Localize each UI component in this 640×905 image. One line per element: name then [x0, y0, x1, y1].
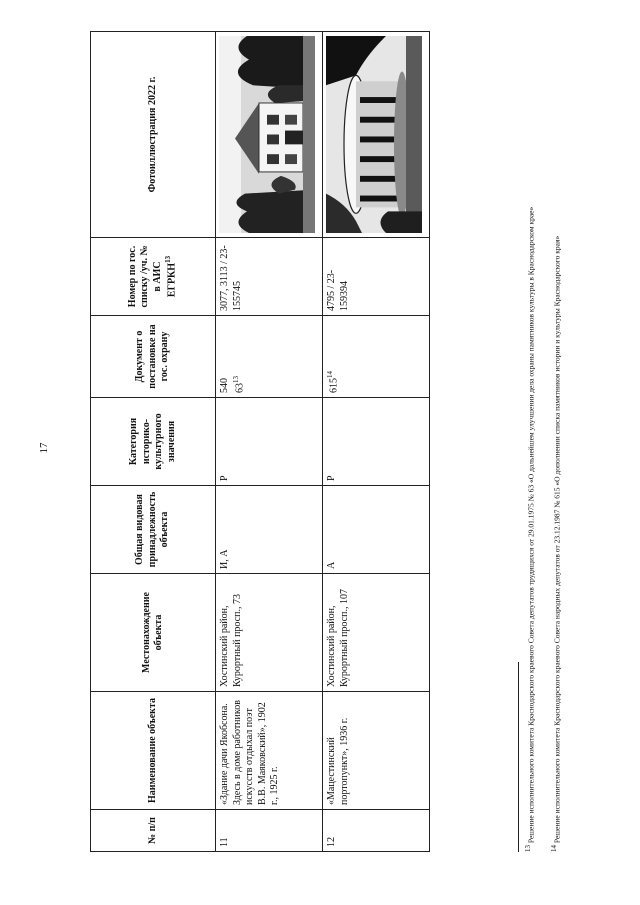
register-number: 4795 / 23-159394: [323, 238, 430, 316]
object-name: «Мацестинский портопункт», 1936 г.: [323, 692, 430, 810]
object-category: Р: [323, 398, 430, 486]
table-row: [216, 32, 323, 852]
object-category: Р: [216, 398, 323, 486]
footnote-separator: [518, 662, 519, 852]
rotated-page-content: [90, 32, 600, 852]
register-number: 3077, 3113 / 23-155745: [216, 238, 323, 316]
villa-with-trees-photo: [219, 36, 315, 233]
protection-document: 540 $63^{13}$: [216, 316, 323, 398]
object-name: «Здание дачи Якобсона. Здесь в доме работников искусств отдыхал поэт В.В. Маяковский», 1902 г., 1925 г.: [216, 692, 323, 810]
photo-cell: [216, 32, 323, 238]
round-pavilion-photo: [326, 36, 422, 233]
monuments-table: [90, 31, 430, 852]
header-name: Наименование объекта: [91, 692, 216, 810]
table-row: [323, 32, 430, 852]
table-header-row: [91, 32, 216, 852]
header-type: Общая видовая принадлежность объекта: [91, 486, 216, 574]
footnote-mark: 13: [164, 255, 173, 263]
row-number: 12: [323, 810, 430, 852]
object-location: Хостинский район, Курортный просп., 73: [216, 574, 323, 692]
header-number: № п/п: [91, 810, 216, 852]
object-type: И, А: [216, 486, 323, 574]
page-number: 17: [38, 442, 50, 454]
header-location: Местонахождение объекта: [91, 574, 216, 692]
header-document: Документ о постановке на гос. охрану: [91, 316, 216, 398]
row-number: 11: [216, 810, 323, 852]
header-photo: Фотоиллюстрация 2022 г.: [91, 32, 216, 238]
footnote: $^{14}$ Решение исполнительного комитета Краснодарского краевого Совета народных депутатов от 23.12.1987 № 615 «О дополнении списка памятников истории и культуры Краснодарского края»: [550, 235, 562, 852]
protection-document: $615^{14}$: [323, 316, 430, 398]
photo-cell: [323, 32, 430, 238]
footnote: $^{13}$ Решение исполнительного комитета Краснодарского краевого Совета депутатов трудящихся от 29.01.1975 № 63 «О дальнейшем улучшении дела охраны памятников культуры в Краснодарском крае»: [524, 206, 536, 852]
header-register-number: Номер по гос. списку /уч. № в АИС ЕГРКН$^{13}$: [91, 238, 216, 316]
header-category: Категория историко-культурного значения: [91, 398, 216, 486]
object-location: Хостинский район, Курортный просп., 107: [323, 574, 430, 692]
object-type: А: [323, 486, 430, 574]
